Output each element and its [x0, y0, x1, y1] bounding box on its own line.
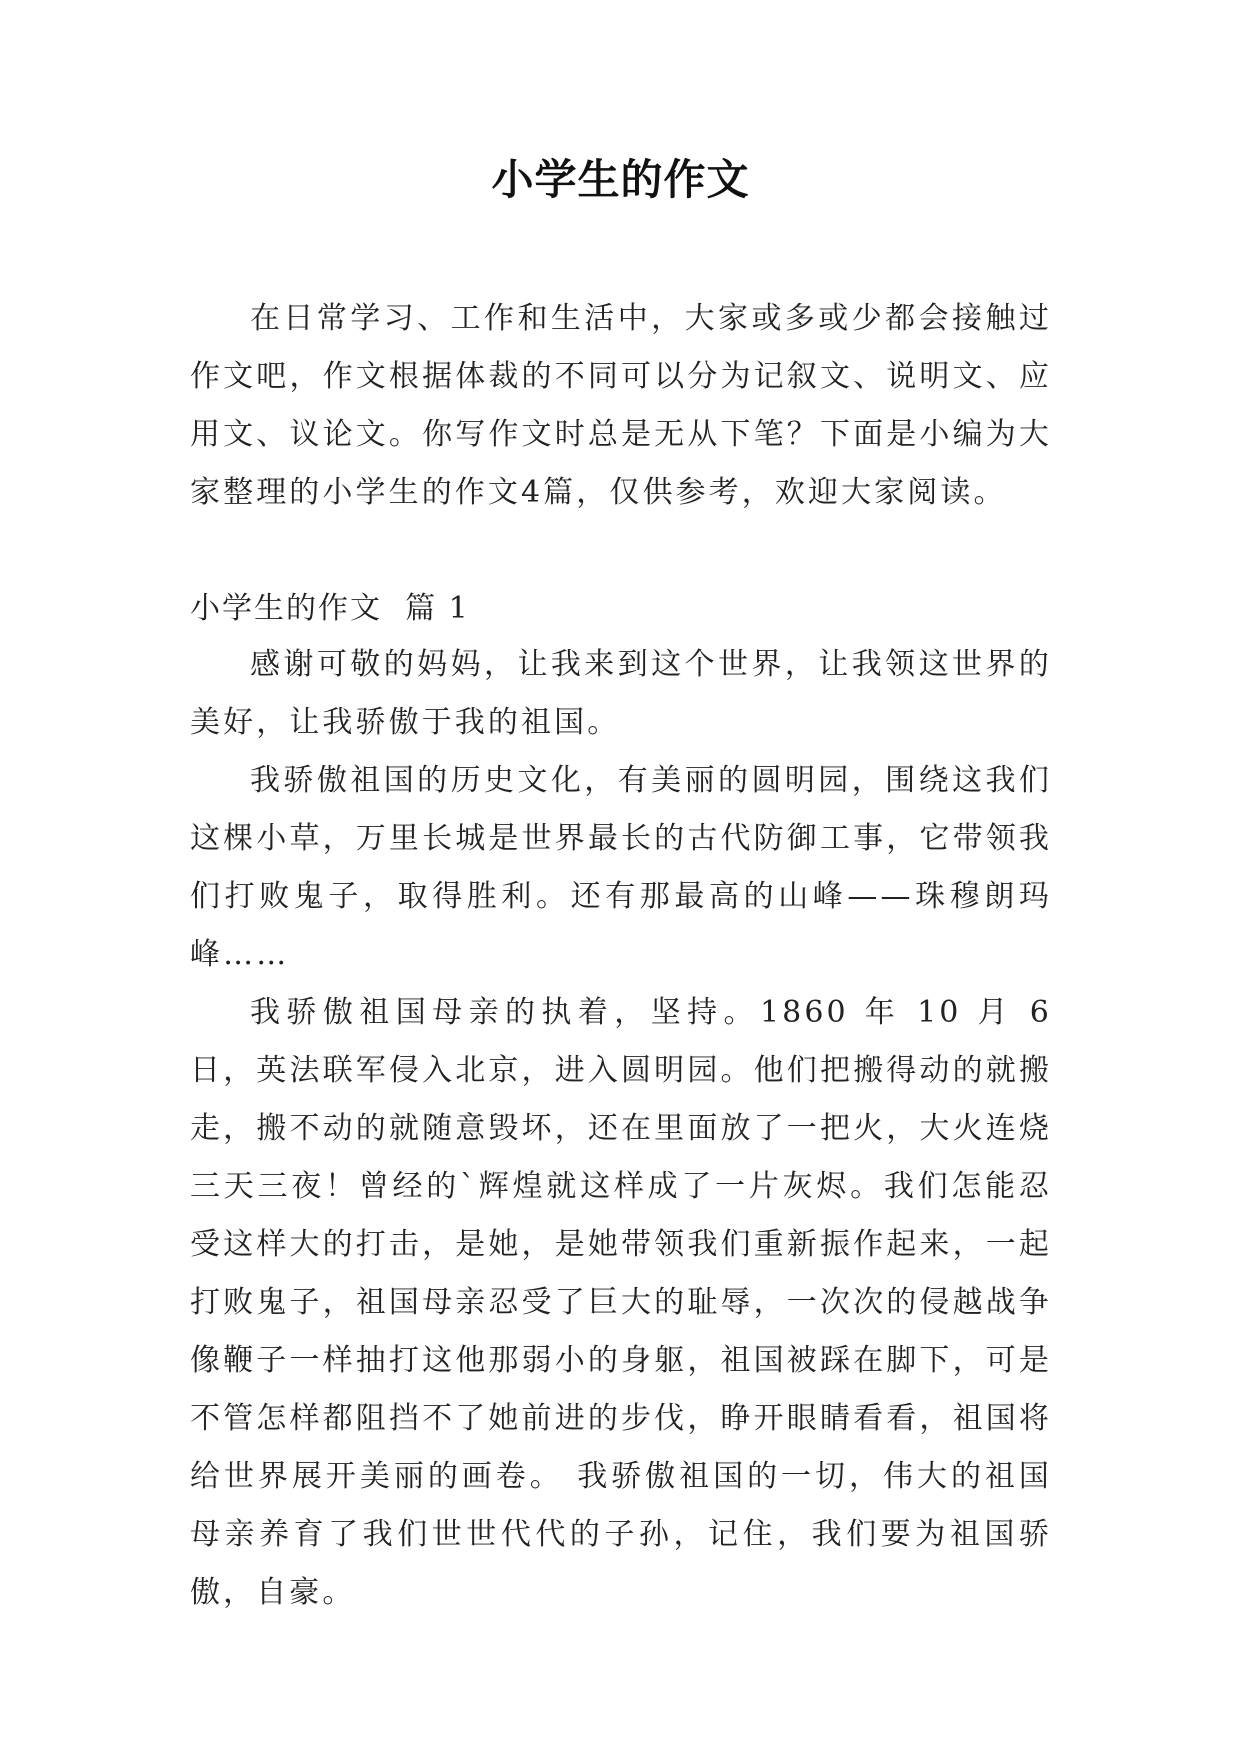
- intro-block: [190, 290, 1052, 522]
- essay-paragraph-3: 我骄傲祖国母亲的执着，坚持。1860 年 10 月 6 日，英法联军侵入北京，进入圆明园。他们把搬得动的就搬走，搬不动的就随意毁坏，还在里面放了一把火，大火连烧三天三夜！曾经的`辉煌就这样成了一片灰烬。我们怎能忍受这样大的打击，是她，是她带领我们重新振作起来，一起打败鬼子，祖国母亲忍受了巨大的耻辱，一次次的侵越战争像鞭子一样抽打这他那弱小的身躯，祖国被踩在脚下，可是不管怎样都阻挡不了她前进的步伐，睁开眼睛看看，祖国将给世界展开美丽的画卷。 我骄傲祖国的一切，伟大的祖国母亲养育了我们世世代代的子孙，记住，我们要为祖国骄傲，自豪。: [190, 995, 1052, 1610]
- essay-paragraph-1: 感谢可敬的妈妈，让我来到这个世界，让我领这世界的美好，让我骄傲于我的祖国。: [190, 647, 1052, 740]
- intro-paragraph: 在日常学习、工作和生活中，大家或多或少都会接触过作文吧，作文根据体裁的不同可以分为记叙文、说明文、应用文、议论文。你写作文时总是无从下笔？下面是小编为大家整理的小学生的作文4篇，仅供参考，欢迎大家阅读。: [190, 301, 1052, 510]
- document-title: 小学生的作文: [491, 155, 750, 204]
- essay-paragraph-2: 我骄傲祖国的历史文化，有美丽的圆明园，围绕这我们这棵小草，万里长城是世界最长的古代防御工事，它带领我们打败鬼子，取得胜利。还有那最高的山峰——珠穆朗玛峰……: [190, 763, 1052, 972]
- section-heading: 小学生的作文 篇 1: [190, 591, 470, 626]
- essay-body: [190, 636, 1052, 1622]
